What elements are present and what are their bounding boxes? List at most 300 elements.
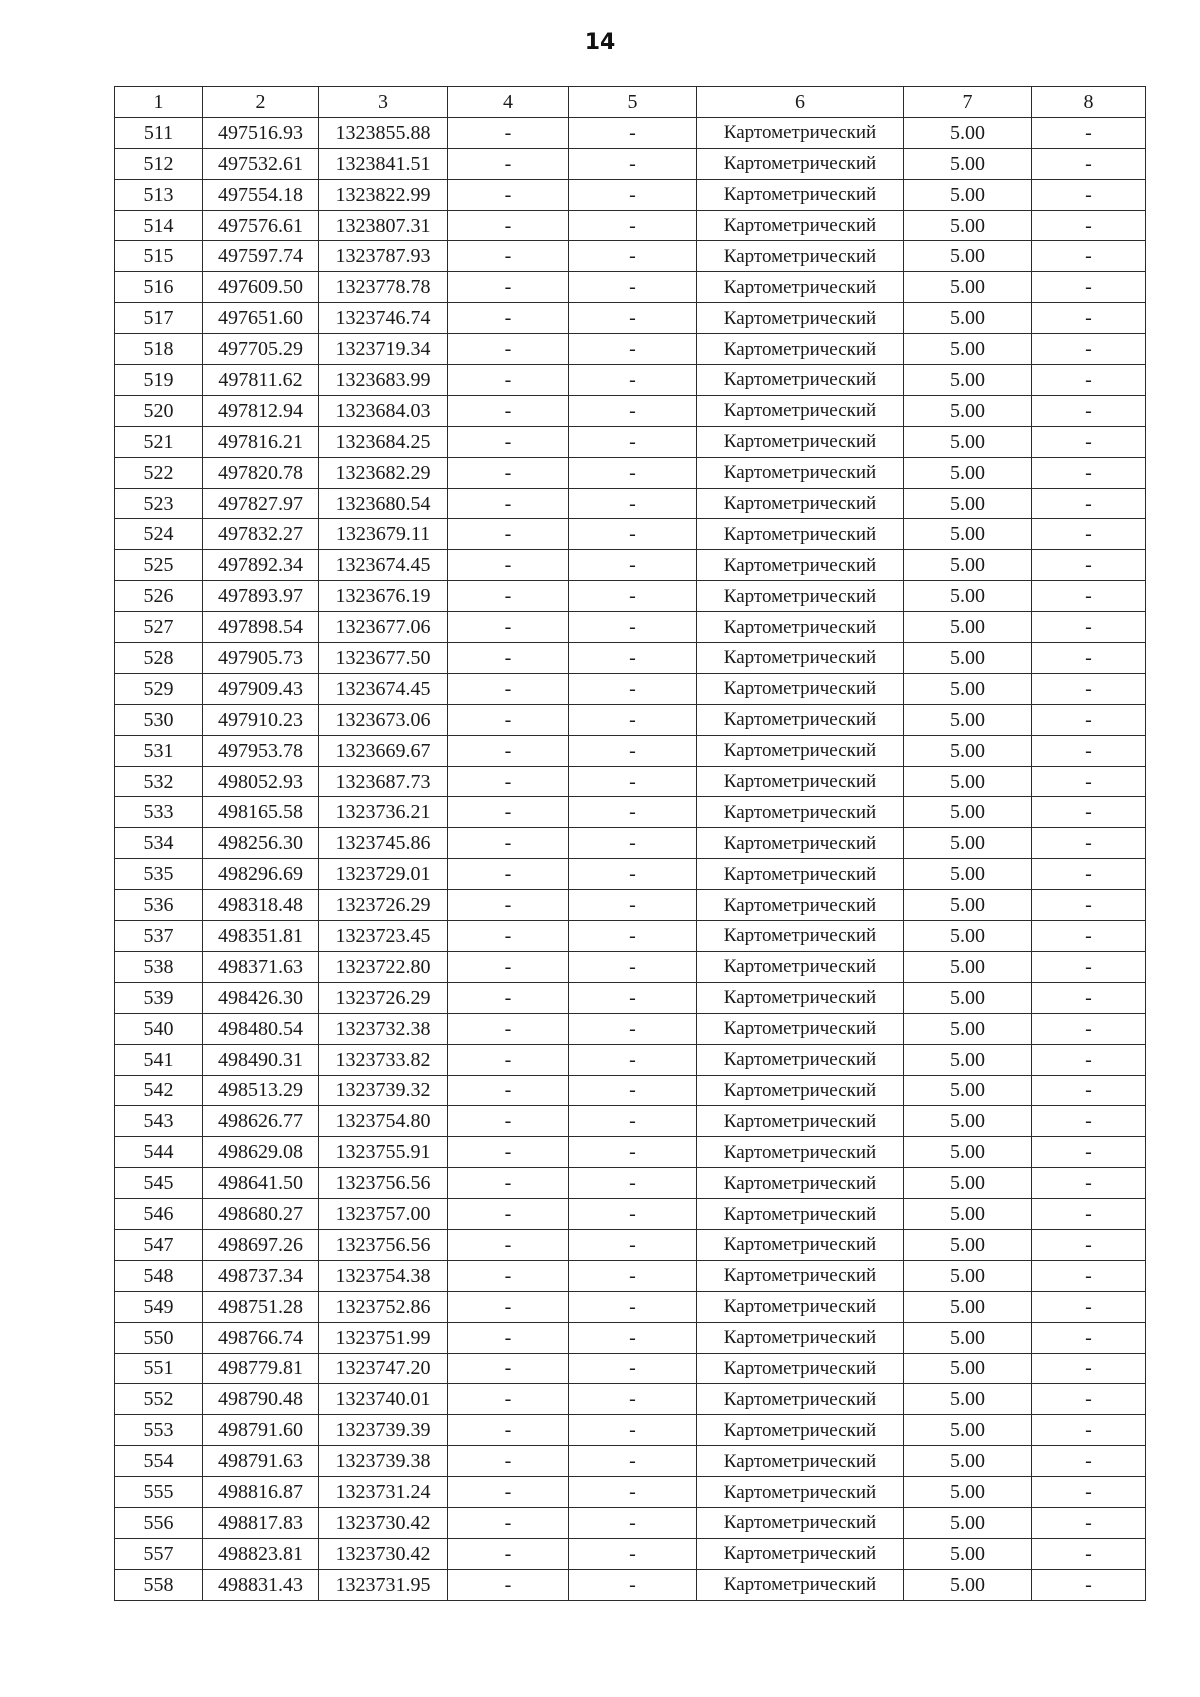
point-number-cell: 534 (115, 828, 203, 859)
point-number-cell: 531 (115, 735, 203, 766)
y-coordinate-cell: 1323756.56 (319, 1168, 448, 1199)
x-coordinate-cell: 497905.73 (203, 643, 319, 674)
y-coordinate-cell: 1323755.91 (319, 1137, 448, 1168)
column-5-cell: - (569, 1415, 697, 1446)
column-5-cell: - (569, 1075, 697, 1106)
column-4-cell: - (448, 797, 569, 828)
y-coordinate-cell: 1323754.38 (319, 1260, 448, 1291)
point-number-cell: 527 (115, 612, 203, 643)
method-cell: Картометрический (697, 643, 904, 674)
point-number-cell: 530 (115, 704, 203, 735)
accuracy-cell: 5.00 (904, 210, 1032, 241)
method-cell: Картометрический (697, 148, 904, 179)
column-5-cell: - (569, 766, 697, 797)
y-coordinate-cell: 1323751.99 (319, 1322, 448, 1353)
column-5-cell: - (569, 117, 697, 148)
table-row (115, 828, 1146, 859)
point-number-cell: 512 (115, 148, 203, 179)
method-cell: Картометрический (697, 1106, 904, 1137)
table-row (115, 704, 1146, 735)
column-5-cell: - (569, 303, 697, 334)
column-8-cell: - (1032, 1291, 1146, 1322)
table-row (115, 766, 1146, 797)
table-row (115, 1044, 1146, 1075)
column-8-cell: - (1032, 612, 1146, 643)
y-coordinate-cell: 1323841.51 (319, 148, 448, 179)
method-cell: Картометрический (697, 426, 904, 457)
column-4-cell: - (448, 1384, 569, 1415)
y-coordinate-cell: 1323731.95 (319, 1569, 448, 1600)
accuracy-cell: 5.00 (904, 1415, 1032, 1446)
y-coordinate-cell: 1323822.99 (319, 179, 448, 210)
x-coordinate-cell: 498779.81 (203, 1353, 319, 1384)
column-4-cell: - (448, 1322, 569, 1353)
table-row (115, 1446, 1146, 1477)
table-row (115, 1229, 1146, 1260)
column-5-cell: - (569, 488, 697, 519)
table-row (115, 797, 1146, 828)
column-5-cell: - (569, 1137, 697, 1168)
accuracy-cell: 5.00 (904, 395, 1032, 426)
method-cell: Картометрический (697, 1137, 904, 1168)
column-header: 5 (569, 87, 697, 118)
column-8-cell: - (1032, 797, 1146, 828)
column-4-cell: - (448, 1199, 569, 1230)
table-row (115, 1569, 1146, 1600)
method-cell: Картометрический (697, 1075, 904, 1106)
method-cell: Картометрический (697, 117, 904, 148)
method-cell: Картометрический (697, 735, 904, 766)
column-5-cell: - (569, 1538, 697, 1569)
y-coordinate-cell: 1323746.74 (319, 303, 448, 334)
accuracy-cell: 5.00 (904, 334, 1032, 365)
x-coordinate-cell: 497892.34 (203, 550, 319, 581)
y-coordinate-cell: 1323739.38 (319, 1446, 448, 1477)
x-coordinate-cell: 497909.43 (203, 673, 319, 704)
column-5-cell: - (569, 951, 697, 982)
column-8-cell: - (1032, 1384, 1146, 1415)
accuracy-cell: 5.00 (904, 859, 1032, 890)
y-coordinate-cell: 1323752.86 (319, 1291, 448, 1322)
y-coordinate-cell: 1323682.29 (319, 457, 448, 488)
point-number-cell: 532 (115, 766, 203, 797)
column-4-cell: - (448, 982, 569, 1013)
point-number-cell: 519 (115, 365, 203, 396)
accuracy-cell: 5.00 (904, 643, 1032, 674)
column-8-cell: - (1032, 828, 1146, 859)
method-cell: Картометрический (697, 488, 904, 519)
method-cell: Картометрический (697, 704, 904, 735)
point-number-cell: 520 (115, 395, 203, 426)
y-coordinate-cell: 1323736.21 (319, 797, 448, 828)
column-8-cell: - (1032, 1569, 1146, 1600)
column-8-cell: - (1032, 519, 1146, 550)
column-5-cell: - (569, 426, 697, 457)
x-coordinate-cell: 497816.21 (203, 426, 319, 457)
column-4-cell: - (448, 673, 569, 704)
table-row (115, 550, 1146, 581)
y-coordinate-cell: 1323855.88 (319, 117, 448, 148)
x-coordinate-cell: 498766.74 (203, 1322, 319, 1353)
x-coordinate-cell: 498791.63 (203, 1446, 319, 1477)
column-5-cell: - (569, 179, 697, 210)
x-coordinate-cell: 498490.31 (203, 1044, 319, 1075)
column-5-cell: - (569, 395, 697, 426)
column-4-cell: - (448, 1013, 569, 1044)
accuracy-cell: 5.00 (904, 735, 1032, 766)
table-row (115, 1384, 1146, 1415)
table-row (115, 1260, 1146, 1291)
method-cell: Картометрический (697, 1384, 904, 1415)
column-8-cell: - (1032, 1044, 1146, 1075)
column-8-cell: - (1032, 272, 1146, 303)
column-8-cell: - (1032, 1199, 1146, 1230)
y-coordinate-cell: 1323726.29 (319, 982, 448, 1013)
column-4-cell: - (448, 951, 569, 982)
column-8-cell: - (1032, 1137, 1146, 1168)
point-number-cell: 555 (115, 1477, 203, 1508)
accuracy-cell: 5.00 (904, 797, 1032, 828)
column-4-cell: - (448, 766, 569, 797)
x-coordinate-cell: 497705.29 (203, 334, 319, 365)
column-8-cell: - (1032, 488, 1146, 519)
method-cell: Картометрический (697, 241, 904, 272)
method-cell: Картометрический (697, 797, 904, 828)
point-number-cell: 547 (115, 1229, 203, 1260)
coordinates-table (114, 86, 1146, 1601)
x-coordinate-cell: 497811.62 (203, 365, 319, 396)
point-number-cell: 516 (115, 272, 203, 303)
column-5-cell: - (569, 612, 697, 643)
method-cell: Картометрический (697, 179, 904, 210)
method-cell: Картометрический (697, 519, 904, 550)
column-5-cell: - (569, 982, 697, 1013)
x-coordinate-cell: 497516.93 (203, 117, 319, 148)
y-coordinate-cell: 1323754.80 (319, 1106, 448, 1137)
point-number-cell: 545 (115, 1168, 203, 1199)
x-coordinate-cell: 498513.29 (203, 1075, 319, 1106)
x-coordinate-cell: 497898.54 (203, 612, 319, 643)
column-5-cell: - (569, 581, 697, 612)
column-8-cell: - (1032, 1229, 1146, 1260)
y-coordinate-cell: 1323683.99 (319, 365, 448, 396)
column-5-cell: - (569, 1199, 697, 1230)
column-8-cell: - (1032, 365, 1146, 396)
column-8-cell: - (1032, 179, 1146, 210)
point-number-cell: 538 (115, 951, 203, 982)
column-8-cell: - (1032, 704, 1146, 735)
accuracy-cell: 5.00 (904, 982, 1032, 1013)
column-5-cell: - (569, 1477, 697, 1508)
accuracy-cell: 5.00 (904, 1075, 1032, 1106)
point-number-cell: 514 (115, 210, 203, 241)
y-coordinate-cell: 1323729.01 (319, 859, 448, 890)
column-5-cell: - (569, 148, 697, 179)
y-coordinate-cell: 1323723.45 (319, 921, 448, 952)
point-number-cell: 548 (115, 1260, 203, 1291)
column-8-cell: - (1032, 117, 1146, 148)
accuracy-cell: 5.00 (904, 890, 1032, 921)
table-row (115, 395, 1146, 426)
method-cell: Картометрический (697, 1353, 904, 1384)
column-8-cell: - (1032, 859, 1146, 890)
y-coordinate-cell: 1323722.80 (319, 951, 448, 982)
accuracy-cell: 5.00 (904, 241, 1032, 272)
column-8-cell: - (1032, 1446, 1146, 1477)
column-4-cell: - (448, 1044, 569, 1075)
method-cell: Картометрический (697, 1477, 904, 1508)
column-5-cell: - (569, 1384, 697, 1415)
x-coordinate-cell: 498256.30 (203, 828, 319, 859)
y-coordinate-cell: 1323684.25 (319, 426, 448, 457)
table-row (115, 982, 1146, 1013)
column-8-cell: - (1032, 303, 1146, 334)
column-5-cell: - (569, 797, 697, 828)
x-coordinate-cell: 498790.48 (203, 1384, 319, 1415)
x-coordinate-cell: 498626.77 (203, 1106, 319, 1137)
table-row (115, 117, 1146, 148)
column-4-cell: - (448, 1260, 569, 1291)
accuracy-cell: 5.00 (904, 1384, 1032, 1415)
accuracy-cell: 5.00 (904, 1044, 1032, 1075)
x-coordinate-cell: 498165.58 (203, 797, 319, 828)
y-coordinate-cell: 1323674.45 (319, 673, 448, 704)
column-4-cell: - (448, 859, 569, 890)
x-coordinate-cell: 498351.81 (203, 921, 319, 952)
accuracy-cell: 5.00 (904, 488, 1032, 519)
method-cell: Картометрический (697, 1415, 904, 1446)
table-body (115, 117, 1146, 1600)
column-4-cell: - (448, 395, 569, 426)
table-row (115, 735, 1146, 766)
column-8-cell: - (1032, 1260, 1146, 1291)
column-4-cell: - (448, 117, 569, 148)
column-4-cell: - (448, 519, 569, 550)
column-8-cell: - (1032, 766, 1146, 797)
column-5-cell: - (569, 457, 697, 488)
column-8-cell: - (1032, 457, 1146, 488)
column-8-cell: - (1032, 550, 1146, 581)
x-coordinate-cell: 497827.97 (203, 488, 319, 519)
accuracy-cell: 5.00 (904, 303, 1032, 334)
column-5-cell: - (569, 735, 697, 766)
column-5-cell: - (569, 1044, 697, 1075)
column-5-cell: - (569, 334, 697, 365)
y-coordinate-cell: 1323680.54 (319, 488, 448, 519)
column-8-cell: - (1032, 982, 1146, 1013)
accuracy-cell: 5.00 (904, 1137, 1032, 1168)
x-coordinate-cell: 498823.81 (203, 1538, 319, 1569)
point-number-cell: 543 (115, 1106, 203, 1137)
y-coordinate-cell: 1323757.00 (319, 1199, 448, 1230)
point-number-cell: 528 (115, 643, 203, 674)
method-cell: Картометрический (697, 1291, 904, 1322)
column-4-cell: - (448, 303, 569, 334)
table-row (115, 1353, 1146, 1384)
y-coordinate-cell: 1323747.20 (319, 1353, 448, 1384)
column-8-cell: - (1032, 951, 1146, 982)
point-number-cell: 521 (115, 426, 203, 457)
table-row (115, 303, 1146, 334)
column-5-cell: - (569, 1168, 697, 1199)
point-number-cell: 556 (115, 1507, 203, 1538)
column-header: 2 (203, 87, 319, 118)
column-5-cell: - (569, 1507, 697, 1538)
table-row (115, 210, 1146, 241)
method-cell: Картометрический (697, 457, 904, 488)
column-8-cell: - (1032, 148, 1146, 179)
point-number-cell: 522 (115, 457, 203, 488)
x-coordinate-cell: 498697.26 (203, 1229, 319, 1260)
column-5-cell: - (569, 365, 697, 396)
method-cell: Картометрический (697, 581, 904, 612)
table-row (115, 179, 1146, 210)
accuracy-cell: 5.00 (904, 365, 1032, 396)
table-row (115, 1477, 1146, 1508)
x-coordinate-cell: 498816.87 (203, 1477, 319, 1508)
column-4-cell: - (448, 272, 569, 303)
table-row (115, 1507, 1146, 1538)
table-row (115, 1322, 1146, 1353)
method-cell: Картометрический (697, 365, 904, 396)
accuracy-cell: 5.00 (904, 148, 1032, 179)
column-8-cell: - (1032, 1013, 1146, 1044)
point-number-cell: 537 (115, 921, 203, 952)
method-cell: Картометрический (697, 890, 904, 921)
accuracy-cell: 5.00 (904, 1168, 1032, 1199)
accuracy-cell: 5.00 (904, 1446, 1032, 1477)
point-number-cell: 549 (115, 1291, 203, 1322)
point-number-cell: 524 (115, 519, 203, 550)
table-row (115, 272, 1146, 303)
x-coordinate-cell: 498318.48 (203, 890, 319, 921)
column-8-cell: - (1032, 1075, 1146, 1106)
column-4-cell: - (448, 704, 569, 735)
x-coordinate-cell: 498641.50 (203, 1168, 319, 1199)
column-4-cell: - (448, 550, 569, 581)
column-5-cell: - (569, 1229, 697, 1260)
column-header: 7 (904, 87, 1032, 118)
method-cell: Картометрический (697, 766, 904, 797)
y-coordinate-cell: 1323745.86 (319, 828, 448, 859)
method-cell: Картометрический (697, 395, 904, 426)
x-coordinate-cell: 498737.34 (203, 1260, 319, 1291)
accuracy-cell: 5.00 (904, 1260, 1032, 1291)
column-8-cell: - (1032, 735, 1146, 766)
table-row (115, 859, 1146, 890)
x-coordinate-cell: 497651.60 (203, 303, 319, 334)
method-cell: Картометрический (697, 550, 904, 581)
point-number-cell: 554 (115, 1446, 203, 1477)
method-cell: Картометрический (697, 1569, 904, 1600)
column-4-cell: - (448, 1353, 569, 1384)
table-row (115, 519, 1146, 550)
column-4-cell: - (448, 1477, 569, 1508)
column-4-cell: - (448, 1106, 569, 1137)
x-coordinate-cell: 497812.94 (203, 395, 319, 426)
column-header: 6 (697, 87, 904, 118)
column-8-cell: - (1032, 890, 1146, 921)
column-header: 1 (115, 87, 203, 118)
accuracy-cell: 5.00 (904, 1199, 1032, 1230)
column-8-cell: - (1032, 1168, 1146, 1199)
column-5-cell: - (569, 550, 697, 581)
column-5-cell: - (569, 859, 697, 890)
accuracy-cell: 5.00 (904, 1013, 1032, 1044)
column-5-cell: - (569, 272, 697, 303)
method-cell: Картометрический (697, 859, 904, 890)
point-number-cell: 542 (115, 1075, 203, 1106)
y-coordinate-cell: 1323726.29 (319, 890, 448, 921)
accuracy-cell: 5.00 (904, 1353, 1032, 1384)
column-5-cell: - (569, 1353, 697, 1384)
x-coordinate-cell: 498296.69 (203, 859, 319, 890)
table-row (115, 612, 1146, 643)
y-coordinate-cell: 1323807.31 (319, 210, 448, 241)
x-coordinate-cell: 498817.83 (203, 1507, 319, 1538)
accuracy-cell: 5.00 (904, 921, 1032, 952)
table-row (115, 488, 1146, 519)
point-number-cell: 515 (115, 241, 203, 272)
y-coordinate-cell: 1323731.24 (319, 1477, 448, 1508)
column-5-cell: - (569, 828, 697, 859)
page-number: 14 (584, 30, 616, 55)
method-cell: Картометрический (697, 210, 904, 241)
method-cell: Картометрический (697, 921, 904, 952)
column-5-cell: - (569, 210, 697, 241)
column-5-cell: - (569, 1446, 697, 1477)
x-coordinate-cell: 497893.97 (203, 581, 319, 612)
method-cell: Картометрический (697, 828, 904, 859)
method-cell: Картометрический (697, 1199, 904, 1230)
table-row (115, 365, 1146, 396)
y-coordinate-cell: 1323740.01 (319, 1384, 448, 1415)
table-row (115, 890, 1146, 921)
column-8-cell: - (1032, 921, 1146, 952)
table-row (115, 1013, 1146, 1044)
column-4-cell: - (448, 179, 569, 210)
method-cell: Картометрический (697, 1507, 904, 1538)
column-5-cell: - (569, 643, 697, 674)
point-number-cell: 551 (115, 1353, 203, 1384)
accuracy-cell: 5.00 (904, 1507, 1032, 1538)
table-row (115, 1291, 1146, 1322)
table-row (115, 241, 1146, 272)
y-coordinate-cell: 1323674.45 (319, 550, 448, 581)
column-5-cell: - (569, 890, 697, 921)
column-5-cell: - (569, 241, 697, 272)
column-5-cell: - (569, 1106, 697, 1137)
x-coordinate-cell: 497820.78 (203, 457, 319, 488)
column-8-cell: - (1032, 1477, 1146, 1508)
column-8-cell: - (1032, 643, 1146, 674)
y-coordinate-cell: 1323684.03 (319, 395, 448, 426)
column-4-cell: - (448, 643, 569, 674)
accuracy-cell: 5.00 (904, 179, 1032, 210)
column-header: 4 (448, 87, 569, 118)
table-row (115, 921, 1146, 952)
column-8-cell: - (1032, 426, 1146, 457)
method-cell: Картометрический (697, 1538, 904, 1569)
table-row (115, 951, 1146, 982)
y-coordinate-cell: 1323677.50 (319, 643, 448, 674)
column-8-cell: - (1032, 210, 1146, 241)
column-5-cell: - (569, 1322, 697, 1353)
accuracy-cell: 5.00 (904, 1106, 1032, 1137)
point-number-cell: 539 (115, 982, 203, 1013)
accuracy-cell: 5.00 (904, 1291, 1032, 1322)
x-coordinate-cell: 498751.28 (203, 1291, 319, 1322)
